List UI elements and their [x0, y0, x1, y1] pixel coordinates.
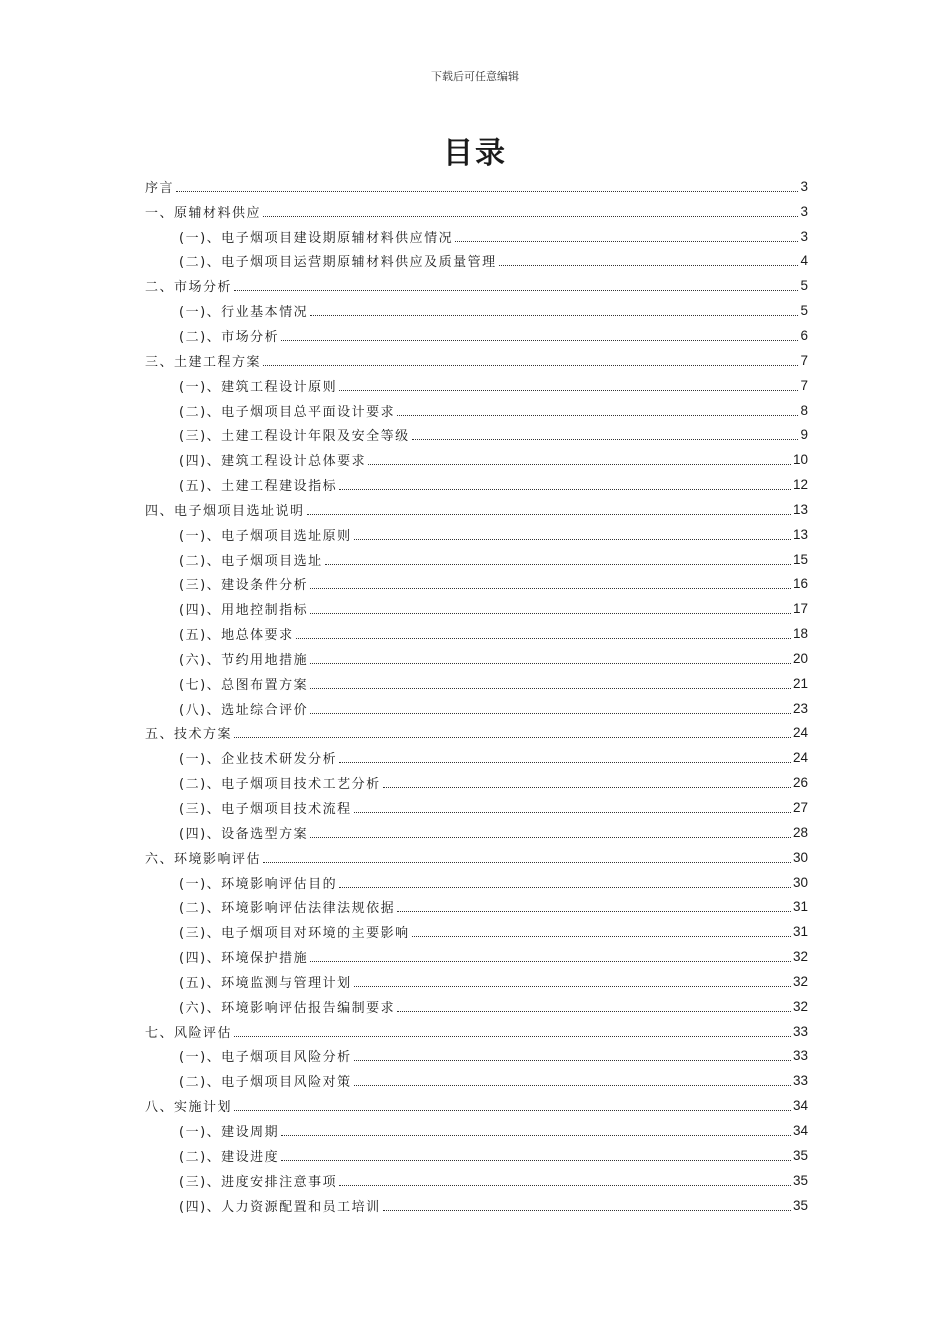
toc-entry[interactable] — [145, 547, 808, 572]
toc-entry-label: (一)、行业基本情况 — [179, 305, 309, 321]
dot-leader — [307, 514, 791, 515]
dot-leader — [383, 787, 791, 788]
toc-entry[interactable] — [145, 398, 808, 423]
toc-entry[interactable] — [145, 199, 808, 224]
dot-leader — [310, 688, 791, 689]
toc-entry[interactable] — [145, 1118, 808, 1143]
toc-entry-label: (四)、环境保护措施 — [179, 951, 309, 967]
dot-leader — [296, 638, 791, 639]
toc-page-number: 30 — [792, 849, 808, 865]
toc-page-number: 32 — [792, 998, 808, 1014]
toc-page-number: 32 — [792, 973, 808, 989]
toc-entry[interactable] — [145, 944, 808, 969]
dot-leader — [310, 837, 791, 838]
toc-entry-label: (五)、地总体要求 — [179, 628, 294, 644]
dot-leader — [368, 464, 791, 465]
toc-entry-label: (四)、人力资源配置和员工培训 — [179, 1199, 381, 1215]
toc-entry-label: (四)、用地控制指标 — [179, 603, 309, 619]
toc-entry[interactable] — [145, 1093, 808, 1118]
dot-leader — [499, 265, 799, 266]
toc-entry[interactable] — [145, 1044, 808, 1069]
toc-page-number: 31 — [792, 899, 808, 915]
toc-entry[interactable] — [145, 795, 808, 820]
dot-leader — [281, 1160, 791, 1161]
toc-page-number: 20 — [792, 650, 808, 666]
toc-entry[interactable] — [145, 298, 808, 323]
toc-page-number: 24 — [792, 725, 808, 741]
dot-leader — [455, 241, 798, 242]
toc-entry-label: 二、市场分析 — [145, 280, 233, 296]
toc-page-number: 35 — [792, 1147, 808, 1163]
dot-leader — [354, 986, 791, 987]
toc-page-number: 10 — [792, 452, 808, 468]
toc-entry-label: (一)、环境影响评估目的 — [179, 876, 338, 892]
toc-entry[interactable] — [145, 1193, 808, 1218]
toc-entry-label: (四)、建筑工程设计总体要求 — [179, 454, 367, 470]
toc-entry[interactable] — [145, 1168, 808, 1193]
toc-entry-label: (二)、电子烟项目总平面设计要求 — [179, 404, 396, 420]
toc-entry[interactable] — [145, 323, 808, 348]
dot-leader — [234, 290, 798, 291]
toc-page-number: 13 — [792, 501, 808, 517]
dot-leader — [412, 936, 791, 937]
dot-leader — [310, 663, 791, 664]
toc-page-number: 5 — [800, 303, 808, 319]
toc-entry-label: (一)、企业技术研发分析 — [179, 752, 338, 768]
toc-page-number: 26 — [792, 775, 808, 791]
dot-leader — [397, 911, 791, 912]
dot-leader — [281, 340, 798, 341]
toc-entry[interactable] — [145, 348, 808, 373]
toc-entry-label: 三、土建工程方案 — [145, 354, 262, 370]
toc-entry[interactable] — [145, 770, 808, 795]
dot-leader — [397, 1011, 791, 1012]
toc-entry-label: (三)、土建工程设计年限及安全等级 — [179, 429, 410, 445]
toc-entry[interactable] — [145, 894, 808, 919]
toc-page-number: 3 — [800, 203, 808, 219]
toc-entry[interactable] — [145, 1068, 808, 1093]
toc-entry[interactable] — [145, 671, 808, 696]
toc-page-number: 16 — [792, 576, 808, 592]
toc-entry-label: (七)、总图布置方案 — [179, 677, 309, 693]
toc-entry-label: (二)、市场分析 — [179, 329, 280, 345]
toc-page-number: 35 — [792, 1172, 808, 1188]
toc-page-number: 24 — [792, 750, 808, 766]
dot-leader — [412, 439, 799, 440]
toc-page-number: 35 — [792, 1197, 808, 1213]
toc-entry-label: 八、实施计划 — [145, 1100, 233, 1116]
toc-entry-label: (一)、电子烟项目风险分析 — [179, 1050, 352, 1066]
toc-entry[interactable] — [145, 249, 808, 274]
dot-leader — [234, 1110, 791, 1111]
dot-leader — [310, 315, 798, 316]
toc-page-number: 34 — [792, 1098, 808, 1114]
toc-entry-label: 六、环境影响评估 — [145, 851, 262, 867]
toc-entry-label: (四)、设备选型方案 — [179, 826, 309, 842]
toc-page-number: 28 — [792, 824, 808, 840]
toc-entry[interactable] — [145, 273, 808, 298]
toc-entry[interactable] — [145, 1143, 808, 1168]
toc-entry-label: (二)、环境影响评估法律法规依据 — [179, 901, 396, 917]
toc-entry[interactable] — [145, 621, 808, 646]
toc-page-number: 32 — [792, 949, 808, 965]
table-of-contents — [145, 174, 808, 1217]
toc-entry[interactable] — [145, 870, 808, 895]
dot-leader — [383, 1210, 791, 1211]
toc-page-number: 3 — [800, 228, 808, 244]
toc-entry-label: (二)、电子烟项目选址 — [179, 553, 323, 569]
toc-entry[interactable] — [145, 174, 808, 199]
dot-leader — [397, 415, 798, 416]
dot-leader — [339, 762, 791, 763]
toc-entry[interactable] — [145, 497, 808, 522]
toc-entry[interactable] — [145, 596, 808, 621]
toc-entry[interactable] — [145, 696, 808, 721]
toc-entry-label: (三)、进度安排注意事项 — [179, 1174, 338, 1190]
toc-entry-label: (二)、电子烟项目运营期原辅材料供应及质量管理 — [179, 255, 497, 271]
dot-leader — [354, 1085, 791, 1086]
toc-entry-label: (一)、电子烟项目建设期原辅材料供应情况 — [179, 230, 454, 246]
toc-entry-label: 四、电子烟项目选址说明 — [145, 503, 305, 519]
toc-entry[interactable] — [145, 845, 808, 870]
toc-entry-label: 七、风险评估 — [145, 1025, 233, 1041]
dot-leader — [354, 1060, 791, 1061]
toc-entry-label: (五)、环境监测与管理计划 — [179, 975, 352, 991]
dot-leader — [263, 862, 791, 863]
toc-entry-label: (一)、电子烟项目选址原则 — [179, 528, 352, 544]
dot-leader — [339, 390, 798, 391]
toc-entry[interactable] — [145, 745, 808, 770]
dot-leader — [325, 564, 791, 565]
toc-page-number: 7 — [800, 352, 808, 368]
toc-page-number: 6 — [800, 327, 808, 343]
toc-page-number: 33 — [792, 1048, 808, 1064]
toc-page-number: 17 — [792, 601, 808, 617]
toc-page-number: 13 — [792, 526, 808, 542]
toc-entry[interactable] — [145, 969, 808, 994]
toc-page-number: 9 — [800, 427, 808, 443]
toc-entry-label: (六)、节约用地措施 — [179, 652, 309, 668]
dot-leader — [234, 737, 791, 738]
toc-page-number: 33 — [792, 1023, 808, 1039]
toc-entry[interactable] — [145, 422, 808, 447]
toc-entry-label: (五)、土建工程建设指标 — [179, 479, 338, 495]
toc-page-number: 5 — [800, 278, 808, 294]
toc-entry-label: (八)、选址综合评价 — [179, 702, 309, 718]
toc-entry-label: (三)、电子烟项目对环境的主要影响 — [179, 926, 410, 942]
toc-entry[interactable] — [145, 472, 808, 497]
toc-page-number: 27 — [792, 800, 808, 816]
dot-leader — [354, 812, 791, 813]
toc-page-number: 15 — [792, 551, 808, 567]
dot-leader — [263, 365, 798, 366]
toc-page-number: 8 — [800, 402, 808, 418]
toc-page-number: 21 — [792, 675, 808, 691]
toc-title: 目录 — [443, 136, 507, 171]
toc-page-number: 4 — [800, 253, 808, 269]
toc-entry[interactable] — [145, 224, 808, 249]
dot-leader — [310, 588, 791, 589]
toc-entry-label: 五、技术方案 — [145, 727, 233, 743]
toc-page-number: 3 — [800, 178, 808, 194]
toc-page-number: 30 — [792, 874, 808, 890]
toc-page-number: 33 — [792, 1073, 808, 1089]
toc-entry-label: 一、原辅材料供应 — [145, 205, 262, 221]
toc-page-number: 18 — [792, 626, 808, 642]
dot-leader — [339, 887, 791, 888]
toc-page-number: 7 — [800, 377, 808, 393]
dot-leader — [310, 613, 791, 614]
dot-leader — [310, 713, 791, 714]
toc-page-number: 12 — [792, 477, 808, 493]
toc-page-number: 31 — [792, 924, 808, 940]
dot-leader — [263, 216, 798, 217]
toc-entry[interactable] — [145, 522, 808, 547]
toc-entry-label: (三)、建设条件分析 — [179, 578, 309, 594]
toc-entry[interactable] — [145, 994, 808, 1019]
toc-entry-label: (二)、电子烟项目技术工艺分析 — [179, 777, 381, 793]
dot-leader — [354, 539, 791, 540]
toc-entry-label: (三)、电子烟项目技术流程 — [179, 802, 352, 818]
toc-entry[interactable] — [145, 721, 808, 746]
dot-leader — [234, 1036, 791, 1037]
toc-entry-label: (一)、建设周期 — [179, 1124, 280, 1140]
toc-page-number: 23 — [792, 700, 808, 716]
toc-entry-label: (一)、建筑工程设计原则 — [179, 379, 338, 395]
dot-leader — [176, 191, 798, 192]
toc-entry[interactable] — [145, 373, 808, 398]
toc-entry-label: (二)、电子烟项目风险对策 — [179, 1075, 352, 1091]
header-note: 下载后可任意编辑 — [431, 70, 519, 83]
dot-leader — [339, 1185, 791, 1186]
toc-entry-label: (六)、环境影响评估报告编制要求 — [179, 1000, 396, 1016]
toc-entry[interactable] — [145, 919, 808, 944]
dot-leader — [310, 961, 791, 962]
dot-leader — [339, 489, 791, 490]
toc-entry-label: (二)、建设进度 — [179, 1149, 280, 1165]
toc-entry[interactable] — [145, 1019, 808, 1044]
toc-entry[interactable] — [145, 572, 808, 597]
toc-entry-label: 序言 — [145, 180, 175, 196]
toc-page-number: 34 — [792, 1122, 808, 1138]
toc-entry[interactable] — [145, 646, 808, 671]
toc-entry[interactable] — [145, 820, 808, 845]
toc-entry[interactable] — [145, 447, 808, 472]
dot-leader — [281, 1135, 791, 1136]
